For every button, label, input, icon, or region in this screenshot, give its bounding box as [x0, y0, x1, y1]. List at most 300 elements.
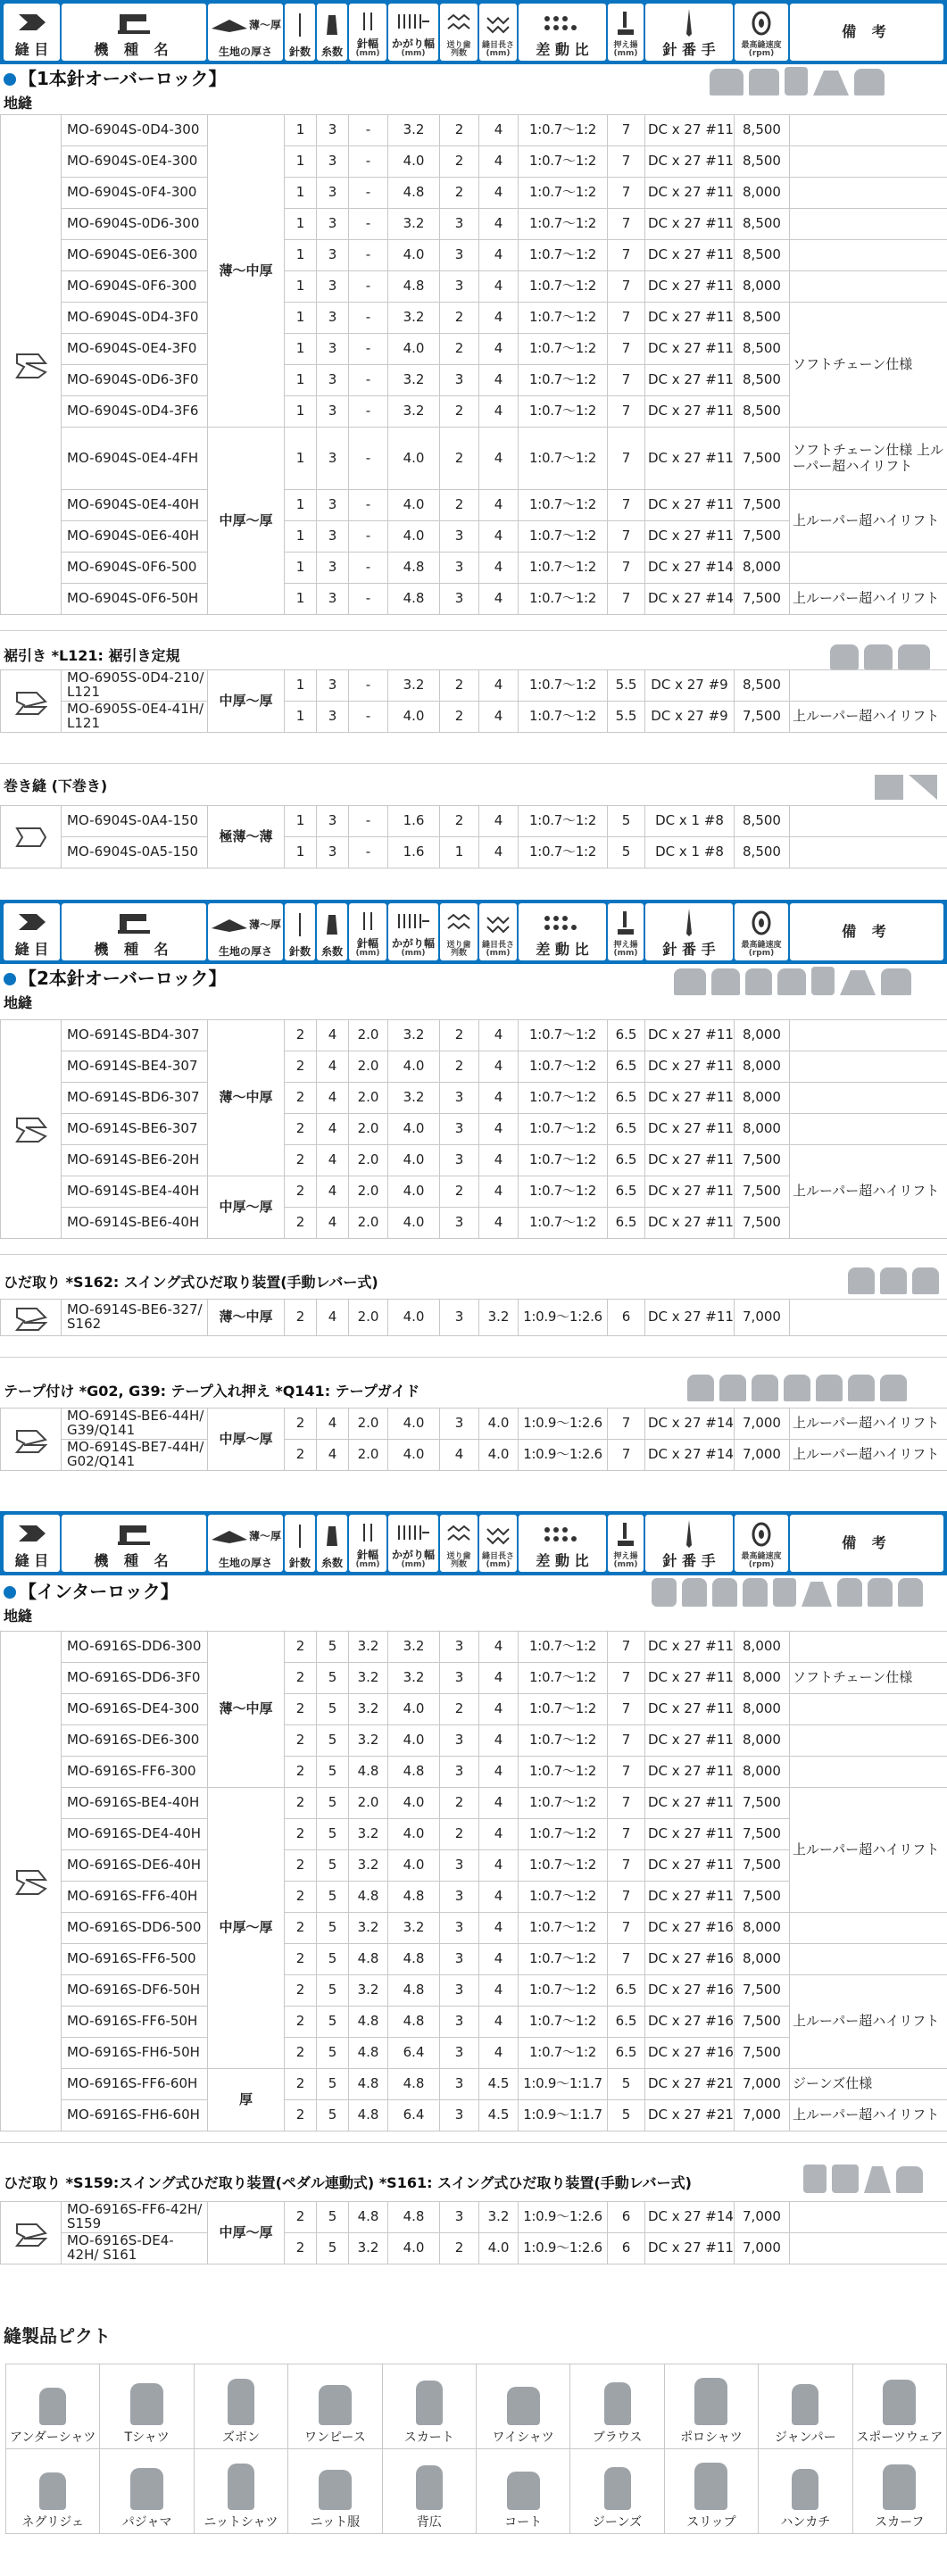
presser-lift: 7 — [608, 240, 645, 271]
max-speed: 8,500 — [735, 396, 790, 428]
feed-column-header: 送り歯 列数 — [440, 1515, 478, 1572]
table-row — [1, 1145, 947, 1176]
presser-lift: 7 — [608, 1440, 645, 1471]
max-speed: 7,500 — [735, 702, 790, 733]
needle-count: 2 — [285, 1913, 317, 1944]
stitch-cell — [1, 1300, 62, 1336]
stitch-length: 4.0 — [479, 1440, 519, 1471]
group-title-1-1: 地縫 — [4, 95, 33, 112]
feed-dog-rows: 3 — [440, 1757, 479, 1788]
needle-size: DC x 27 #11 — [645, 209, 735, 240]
remarks: 上ルーパー超ハイリフト — [790, 584, 947, 615]
speed-dial-icon — [749, 10, 774, 37]
fabric-thickness: 中厚〜厚 — [208, 2202, 285, 2264]
group-title-2-3: テープ付け *G02, G39: テープ入れ押え *Q141: テープガイド — [4, 1383, 420, 1400]
needle-size: DC x 27 #11 — [645, 396, 735, 428]
pictogram-item — [664, 2449, 758, 2534]
stitch-length: 4 — [479, 209, 519, 240]
needle-size-column-header: 針 番 手 — [645, 4, 733, 61]
jacket-icon — [880, 1267, 907, 1294]
stitch-length: 4 — [479, 115, 519, 146]
garment-icons-2 — [674, 967, 911, 995]
fabric-column-header: 薄〜厚 生地の厚さ — [208, 1515, 283, 1572]
feed-dog-rows: 3 — [440, 553, 479, 584]
garment-pictogram-icon — [792, 2384, 818, 2425]
remarks: 上ルーパー超ハイリフト — [790, 2100, 947, 2131]
shirt-icon — [719, 1375, 746, 1401]
model-name: MO-6914S-BE6-44H/ G39/Q141 — [62, 1408, 208, 1440]
presser-lift: 6 — [608, 1300, 645, 1336]
remarks — [790, 2202, 947, 2233]
pictogram-label: スカーフ — [875, 2514, 925, 2530]
stitch-length: 4 — [479, 1020, 519, 1051]
thread-count: 4 — [317, 1145, 349, 1176]
overedge-width: 4.0 — [388, 1208, 440, 1239]
table-row — [1, 240, 947, 271]
garment-pictogram-icon — [883, 2380, 916, 2425]
pictogram-label: スカート — [403, 2430, 454, 2445]
presser-lift: 7 — [608, 209, 645, 240]
model-name: MO-6916S-FF6-60H — [62, 2069, 208, 2100]
overedge-width: 3.2 — [388, 670, 440, 702]
feed-dog-rows: 3 — [440, 2007, 479, 2038]
needle-count: 1 — [285, 271, 317, 303]
remarks-column-header: 備 考 — [790, 4, 943, 61]
needle-size: DC x 27 #11 — [645, 1882, 735, 1913]
double-needle-icon — [361, 1522, 375, 1543]
needles-column-header: 針数 — [285, 1515, 315, 1572]
remarks: ジーンズ仕様 — [790, 2069, 947, 2100]
overedge-width: 4.8 — [388, 2069, 440, 2100]
thread-count: 3 — [317, 428, 349, 490]
needle-gauge: - — [349, 521, 388, 553]
thread-spool-icon — [325, 911, 339, 938]
threads-column-header: 糸数 — [317, 4, 347, 61]
spec-table-2-2 — [0, 1299, 947, 1336]
presser-column-header: 押え揚 (mm) — [608, 1515, 644, 1572]
overedge-width: 4.8 — [388, 178, 440, 209]
needle-gauge: 2.0 — [349, 1208, 388, 1239]
max-speed: 7,500 — [735, 1176, 790, 1208]
jacket-icon — [848, 1375, 875, 1401]
max-speed: 7,500 — [735, 1788, 790, 1819]
overedge-width: 3.2 — [388, 303, 440, 334]
remarks — [790, 1020, 947, 1051]
remarks — [790, 1114, 947, 1145]
thread-spool-icon — [325, 12, 339, 38]
differential-ratio: 1:0.7〜1:2 — [519, 1975, 608, 2007]
model-name: MO-6916S-FF6-40H — [62, 1882, 208, 1913]
group-title-3-1: 地縫 — [4, 1608, 33, 1625]
differential-ratio: 1:0.7〜1:2 — [519, 702, 608, 733]
stitch-diagram-icon — [12, 1111, 51, 1147]
differential-ratio: 1:0.7〜1:2 — [519, 146, 608, 178]
needle-size: DC x 27 #11 — [645, 1819, 735, 1850]
max-speed: 8,500 — [735, 209, 790, 240]
needle-gauge: 3.2 — [349, 1819, 388, 1850]
max-speed: 8,500 — [735, 303, 790, 334]
needle-count: 1 — [285, 553, 317, 584]
sewing-machine-icon — [116, 9, 152, 36]
presser-lift: 7 — [608, 1408, 645, 1440]
differential-ratio: 1:0.7〜1:2 — [519, 1051, 608, 1083]
thread-count: 5 — [317, 2007, 349, 2038]
stitch-length: 4 — [479, 146, 519, 178]
thread-count: 5 — [317, 1882, 349, 1913]
max-speed: 7,500 — [735, 1850, 790, 1882]
presser-lift: 5.5 — [608, 702, 645, 733]
gauge-column-header: 針幅 (mm) — [349, 903, 386, 960]
model-name: MO-6916S-BE4-40H — [62, 1788, 208, 1819]
needle-size: DC x 27 #11 — [645, 1300, 735, 1336]
model-name: MO-6904S-0D4-3F0 — [62, 303, 208, 334]
overedge-width: 4.0 — [388, 1176, 440, 1208]
presser-lift: 7 — [608, 1663, 645, 1694]
needle-gauge: 2.0 — [349, 1440, 388, 1471]
spec-table-2-3 — [0, 1408, 947, 1471]
max-speed: 8,000 — [735, 1632, 790, 1663]
pictogram-item — [6, 2449, 100, 2534]
thread-count: 4 — [317, 1176, 349, 1208]
table-row — [1, 1632, 947, 1663]
pictogram-item — [382, 2364, 476, 2449]
differential-ratio: 1:0.7〜1:2 — [519, 428, 608, 490]
needle-size-column-header: 針 番 手 — [645, 903, 733, 960]
remarks: ソフトチェーン仕様 — [790, 303, 947, 428]
needle-size: DC x 27 #9 — [645, 702, 735, 733]
needle-count: 2 — [285, 1850, 317, 1882]
model-name: MO-6916S-DE4-40H — [62, 1819, 208, 1850]
remarks — [790, 271, 947, 303]
max-speed: 7,500 — [735, 1819, 790, 1850]
remarks — [790, 1913, 947, 1944]
needle-gauge: - — [349, 240, 388, 271]
remarks: 上ルーパー超ハイリフト — [790, 702, 947, 733]
group-title-2-2: ひだ取り *S162: スイング式ひだ取り装置(手動レバー式) — [4, 1274, 378, 1291]
jacket-icon — [868, 1578, 893, 1607]
spec-table-1-3 — [0, 805, 947, 868]
sportswear-icon — [880, 1375, 907, 1401]
stitch-length: 4.5 — [479, 2100, 519, 2131]
model-name: MO-6914S-BE6-307 — [62, 1114, 208, 1145]
needle-count: 2 — [285, 1944, 317, 1975]
differential-ratio: 1:0.7〜1:2 — [519, 1788, 608, 1819]
needle-size: DC x 27 #16 — [645, 1944, 735, 1975]
overlock-width-icon — [395, 11, 431, 32]
stitch-length: 4 — [479, 1145, 519, 1176]
feed-dog-rows: 3 — [440, 2202, 479, 2233]
max-speed: 8,000 — [735, 1944, 790, 1975]
bullet-icon — [4, 73, 16, 86]
needle-size: DC x 27 #11 — [645, 178, 735, 209]
needle-size: DC x 27 #14 — [645, 553, 735, 584]
feed-dog-icon — [445, 12, 472, 34]
model-name: MO-6905S-0E4-41H/ L121 — [62, 702, 208, 733]
thread-count: 4 — [317, 1051, 349, 1083]
needle-gauge: 3.2 — [349, 1725, 388, 1757]
stitch-length: 4 — [479, 1083, 519, 1114]
spec-table-body — [1, 2202, 947, 2264]
overedge-width: 4.0 — [388, 490, 440, 521]
stitch-icon — [15, 909, 49, 935]
feed-dog-rows: 3 — [440, 240, 479, 271]
feed-dog-rows: 3 — [440, 1408, 479, 1440]
table-row — [1, 806, 947, 837]
needle-gauge: - — [349, 837, 388, 868]
double-needle-icon — [361, 11, 375, 32]
speed-dial-icon — [749, 910, 774, 936]
needle-size: DC x 27 #16 — [645, 1913, 735, 1944]
garment-pictogram-icon — [319, 2385, 352, 2425]
max-speed: 8,500 — [735, 837, 790, 868]
needle-size: DC x 27 #11 — [645, 1020, 735, 1051]
garment-pictogram-icon — [604, 2382, 631, 2425]
model-name: MO-6904S-0F6-300 — [62, 271, 208, 303]
garment-icons-1-3 — [875, 775, 937, 800]
stitch-column-header: 縫 目 — [4, 1515, 60, 1572]
needle-gauge: 4.8 — [349, 1882, 388, 1913]
sweater-icon — [816, 1375, 843, 1401]
needle-gauge: - — [349, 303, 388, 334]
needle-size: DC x 27 #11 — [645, 1757, 735, 1788]
width-column-header: かがり幅 (mm) — [388, 4, 438, 61]
stitch-length: 4 — [479, 521, 519, 553]
handkerchief-icon — [875, 775, 903, 800]
differential-ratio: 1:0.7〜1:2 — [519, 1944, 608, 1975]
presser-lift: 7 — [608, 1632, 645, 1663]
stitch-column-header: 縫 目 — [4, 4, 60, 61]
remarks-column-header: 備 考 — [790, 1515, 943, 1572]
stitch-length: 4 — [479, 1819, 519, 1850]
stitch-length-icon — [485, 12, 511, 34]
table-row — [1, 178, 947, 209]
feed-dog-rows: 2 — [440, 1694, 479, 1725]
needle-size: DC x 27 #11 — [645, 240, 735, 271]
stitch-length: 4.5 — [479, 2069, 519, 2100]
stitch-diagram-icon — [12, 1300, 51, 1335]
overedge-width: 6.4 — [388, 2100, 440, 2131]
needle-gauge: - — [349, 178, 388, 209]
needle-size: DC x 27 #11 — [645, 1694, 735, 1725]
remarks — [790, 1694, 947, 1725]
coat-icon — [912, 1267, 939, 1294]
fabric-icon — [210, 916, 249, 934]
needle-size: DC x 27 #11 — [645, 334, 735, 365]
needle-gauge: 4.8 — [349, 1757, 388, 1788]
needle-size-icon — [683, 7, 695, 37]
overedge-width: 4.8 — [388, 271, 440, 303]
model-name: MO-6916S-FH6-50H — [62, 2038, 208, 2069]
remarks — [790, 837, 947, 868]
fabric-thickness: 厚 — [208, 2069, 285, 2131]
fabric-thickness: 中厚〜厚 — [208, 428, 285, 615]
thread-count: 3 — [317, 553, 349, 584]
needle-count: 2 — [285, 1051, 317, 1083]
threads-column-header: 糸数 — [317, 1515, 347, 1572]
stitch-cell — [1, 115, 62, 615]
needle-size: DC x 27 #11 — [645, 1725, 735, 1757]
model-column-header: 機 種 名 — [62, 903, 206, 960]
needle-size: DC x 27 #11 — [645, 2233, 735, 2264]
model-name: MO-6904S-0E6-40H — [62, 521, 208, 553]
model-name: MO-6904S-0F6-500 — [62, 553, 208, 584]
max-speed: 8,000 — [735, 1663, 790, 1694]
pictogram-item — [6, 2364, 100, 2449]
stitch-length: 4 — [479, 303, 519, 334]
table-row — [1, 428, 947, 490]
overlock-width-icon — [395, 910, 431, 932]
feed-dog-rows: 3 — [440, 1145, 479, 1176]
max-speed: 8,000 — [735, 1114, 790, 1145]
table-row — [1, 1663, 947, 1694]
tshirt-icon — [674, 968, 706, 995]
thread-count: 5 — [317, 1850, 349, 1882]
needle-size: DC x 27 #11 — [645, 303, 735, 334]
section-title-1: 【1本針オーバーロック】 — [4, 69, 227, 89]
table-row — [1, 271, 947, 303]
stitch-length: 4 — [479, 428, 519, 490]
model-name: MO-6914S-BD4-307 — [62, 1020, 208, 1051]
needle-count: 2 — [285, 1408, 317, 1440]
stitch-length: 4 — [479, 1975, 519, 2007]
differential-ratio: 1:0.7〜1:2 — [519, 303, 608, 334]
max-speed: 7,000 — [735, 2069, 790, 2100]
stitch-length: 4 — [479, 240, 519, 271]
needle-count: 2 — [285, 1145, 317, 1176]
thread-spool-icon — [325, 1523, 339, 1550]
max-speed: 7,500 — [735, 2007, 790, 2038]
table-row — [1, 1694, 947, 1725]
stitch-diagram-icon — [12, 819, 51, 855]
pictogram-item — [570, 2449, 664, 2534]
thread-count: 4 — [317, 1083, 349, 1114]
table-row — [1, 209, 947, 240]
needle-count: 1 — [285, 521, 317, 553]
stitch-length: 4 — [479, 1913, 519, 1944]
needle-size: DC x 27 #21 — [645, 2100, 735, 2131]
model-name: MO-6916S-DD6-300 — [62, 1632, 208, 1663]
overedge-width: 3.2 — [388, 1663, 440, 1694]
feed-dog-rows: 3 — [440, 1632, 479, 1663]
remarks — [790, 240, 947, 271]
presser-lift: 7 — [608, 1819, 645, 1850]
thread-count: 4 — [317, 1440, 349, 1471]
remarks — [790, 178, 947, 209]
garment-pictogram-icon — [883, 2464, 916, 2510]
remarks: 上ルーパー超ハイリフト — [790, 1440, 947, 1471]
tshirt-icon — [687, 1375, 714, 1401]
remarks — [790, 209, 947, 240]
presser-lift: 7 — [608, 178, 645, 209]
presser-lift: 6.5 — [608, 1051, 645, 1083]
feed-dog-rows: 3 — [440, 271, 479, 303]
garment-pictogram-icon — [416, 2465, 443, 2510]
needle-size: DC x 27 #11 — [645, 115, 735, 146]
presser-lift: 6.5 — [608, 2007, 645, 2038]
needle-count: 2 — [285, 1020, 317, 1051]
stitch-length: 4 — [479, 1788, 519, 1819]
stitch-cell — [1, 1632, 62, 2131]
garment-pictogram-icon — [39, 2388, 66, 2425]
presser-lift: 7 — [608, 1850, 645, 1882]
overedge-width: 4.0 — [388, 2233, 440, 2264]
pictogram-item — [288, 2364, 382, 2449]
stitch-length: 4 — [479, 837, 519, 868]
blouse-icon — [712, 1578, 737, 1607]
speed-column-header: 最高縫速度 (rpm) — [735, 1515, 788, 1572]
stitch-icon — [15, 9, 49, 36]
needle-gauge: 4.8 — [349, 2038, 388, 2069]
differential-ratio: 1:0.9〜1:2.6 — [519, 2202, 608, 2233]
model-name: MO-6916S-DE6-40H — [62, 1850, 208, 1882]
shirt-icon — [848, 1267, 875, 1294]
needle-size: DC x 27 #11 — [645, 1145, 735, 1176]
thread-count: 3 — [317, 584, 349, 615]
spec-table-body — [1, 1632, 947, 2131]
needle-size: DC x 27 #11 — [645, 365, 735, 396]
pictogram-label: アンダーシャツ — [10, 2430, 96, 2445]
model-name: MO-6914S-BD6-307 — [62, 1083, 208, 1114]
thread-count: 3 — [317, 490, 349, 521]
overedge-width: 4.0 — [388, 1694, 440, 1725]
thread-count: 3 — [317, 396, 349, 428]
stitch-length: 4 — [479, 2038, 519, 2069]
feed-dog-rows: 3 — [440, 1975, 479, 2007]
garment-icons-2-3 — [687, 1375, 907, 1401]
overedge-width: 4.0 — [388, 146, 440, 178]
differential-ratio: 1:0.7〜1:2 — [519, 1114, 608, 1145]
presser-lift: 5 — [608, 806, 645, 837]
pictogram-item — [852, 2449, 946, 2534]
dress-icon — [832, 2165, 859, 2193]
thread-count: 5 — [317, 2038, 349, 2069]
max-speed: 7,000 — [735, 1300, 790, 1336]
feed-dog-rows: 2 — [440, 303, 479, 334]
needle-size: DC x 27 #21 — [645, 2069, 735, 2100]
stitch-length: 4 — [479, 1694, 519, 1725]
feed-dog-rows: 2 — [440, 1051, 479, 1083]
blouse-icon — [752, 1375, 778, 1401]
max-speed: 7,500 — [735, 1208, 790, 1239]
thread-count: 5 — [317, 2233, 349, 2264]
presser-lift: 7 — [608, 303, 645, 334]
differential-ratio: 1:0.7〜1:2 — [519, 209, 608, 240]
needle-gauge: - — [349, 584, 388, 615]
needle-size-column-header: 針 番 手 — [645, 1515, 733, 1572]
stitch-length: 4 — [479, 1882, 519, 1913]
differential-ratio: 1:0.7〜1:2 — [519, 1208, 608, 1239]
differential-column-header: 差 動 比 — [519, 1515, 606, 1572]
stitch-length: 3.2 — [479, 1300, 519, 1336]
table-row — [1, 303, 947, 334]
thread-count: 3 — [317, 178, 349, 209]
differential-ratio: 1:0.7〜1:2 — [519, 837, 608, 868]
presser-lift: 7 — [608, 115, 645, 146]
sewing-machine-icon — [116, 1520, 152, 1547]
needle-gauge: 3.2 — [349, 1632, 388, 1663]
pictogram-label: スリップ — [686, 2514, 736, 2530]
fabric-thickness: 中厚〜厚 — [208, 1176, 285, 1239]
table-row — [1, 837, 947, 868]
max-speed: 8,000 — [735, 553, 790, 584]
differential-ratio: 1:0.7〜1:2 — [519, 1663, 608, 1694]
overedge-width: 4.0 — [388, 428, 440, 490]
spec-table-body — [1, 1408, 947, 1471]
needle-size: DC x 27 #11 — [645, 1083, 735, 1114]
pictogram-label: ブラウス — [592, 2430, 643, 2445]
needle-count: 1 — [285, 396, 317, 428]
presser-lift: 6 — [608, 2233, 645, 2264]
